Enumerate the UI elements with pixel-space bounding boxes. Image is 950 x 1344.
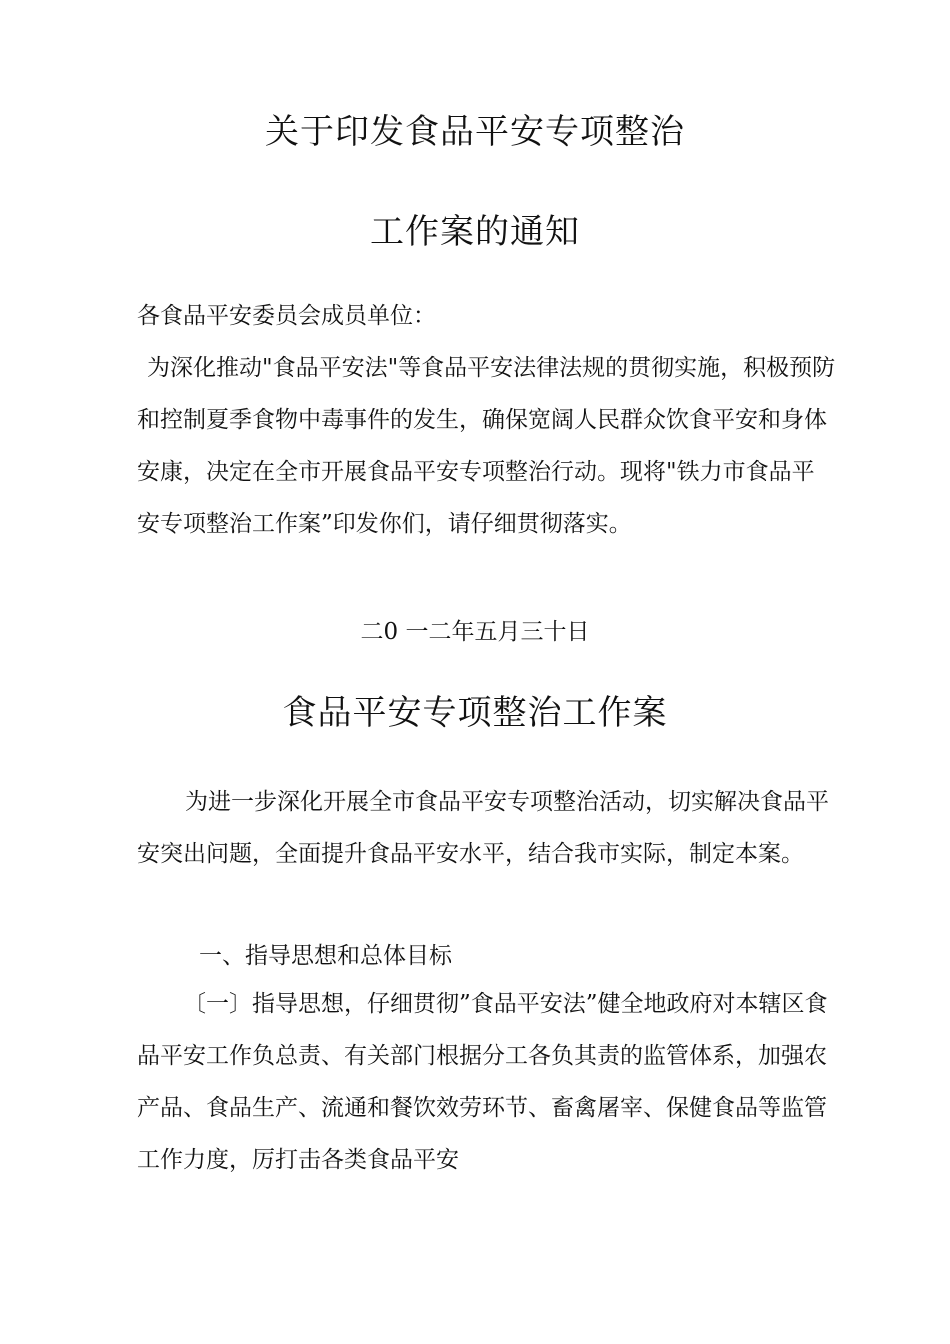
salutation: 各食品平安委员会成员单位： [137,303,436,329]
plan-title: 食品平安专项整治工作案 [282,693,668,733]
section1-heading: 一、指导思想和总体目标 [199,943,452,969]
section1-paragraph: 〔一〕指导思想，仔细贯彻”食品平安法”健全地政府对本辖区食品平安工作负总责、有关部门根据分工各负其责的监管体系，加强农产品、食品生产、流通和餐饮效劳环节、畜禽屠宰、保健食品等监管工作力度，厉打击各类食品平安 [137,991,828,1173]
notice-date: 二0 一二年五月三十日 [360,619,590,645]
plan-intro-paragraph: 为进一步深化开展全市食品平安专项整治活动，切实解决食品平安突出问题，全面提升食品平安水平，结合我市实际，制定本案。 [137,789,829,867]
notice-title-line1: 关于印发食品平安专项整治 [265,112,685,152]
notice-body-paragraph: 为深化推动"食品平安法"等食品平安法律法规的贯彻实施，积极预防和控制夏季食物中毒事件的发生，确保宽阔人民群众饮食平安和身体安康，决定在全市开展食品平安专项整治行动。现将"铁力市食品平安专项整治工作案”印发你们，请仔细贯彻落实。 [137,355,836,537]
notice-title-line2: 工作案的通知 [370,212,580,252]
